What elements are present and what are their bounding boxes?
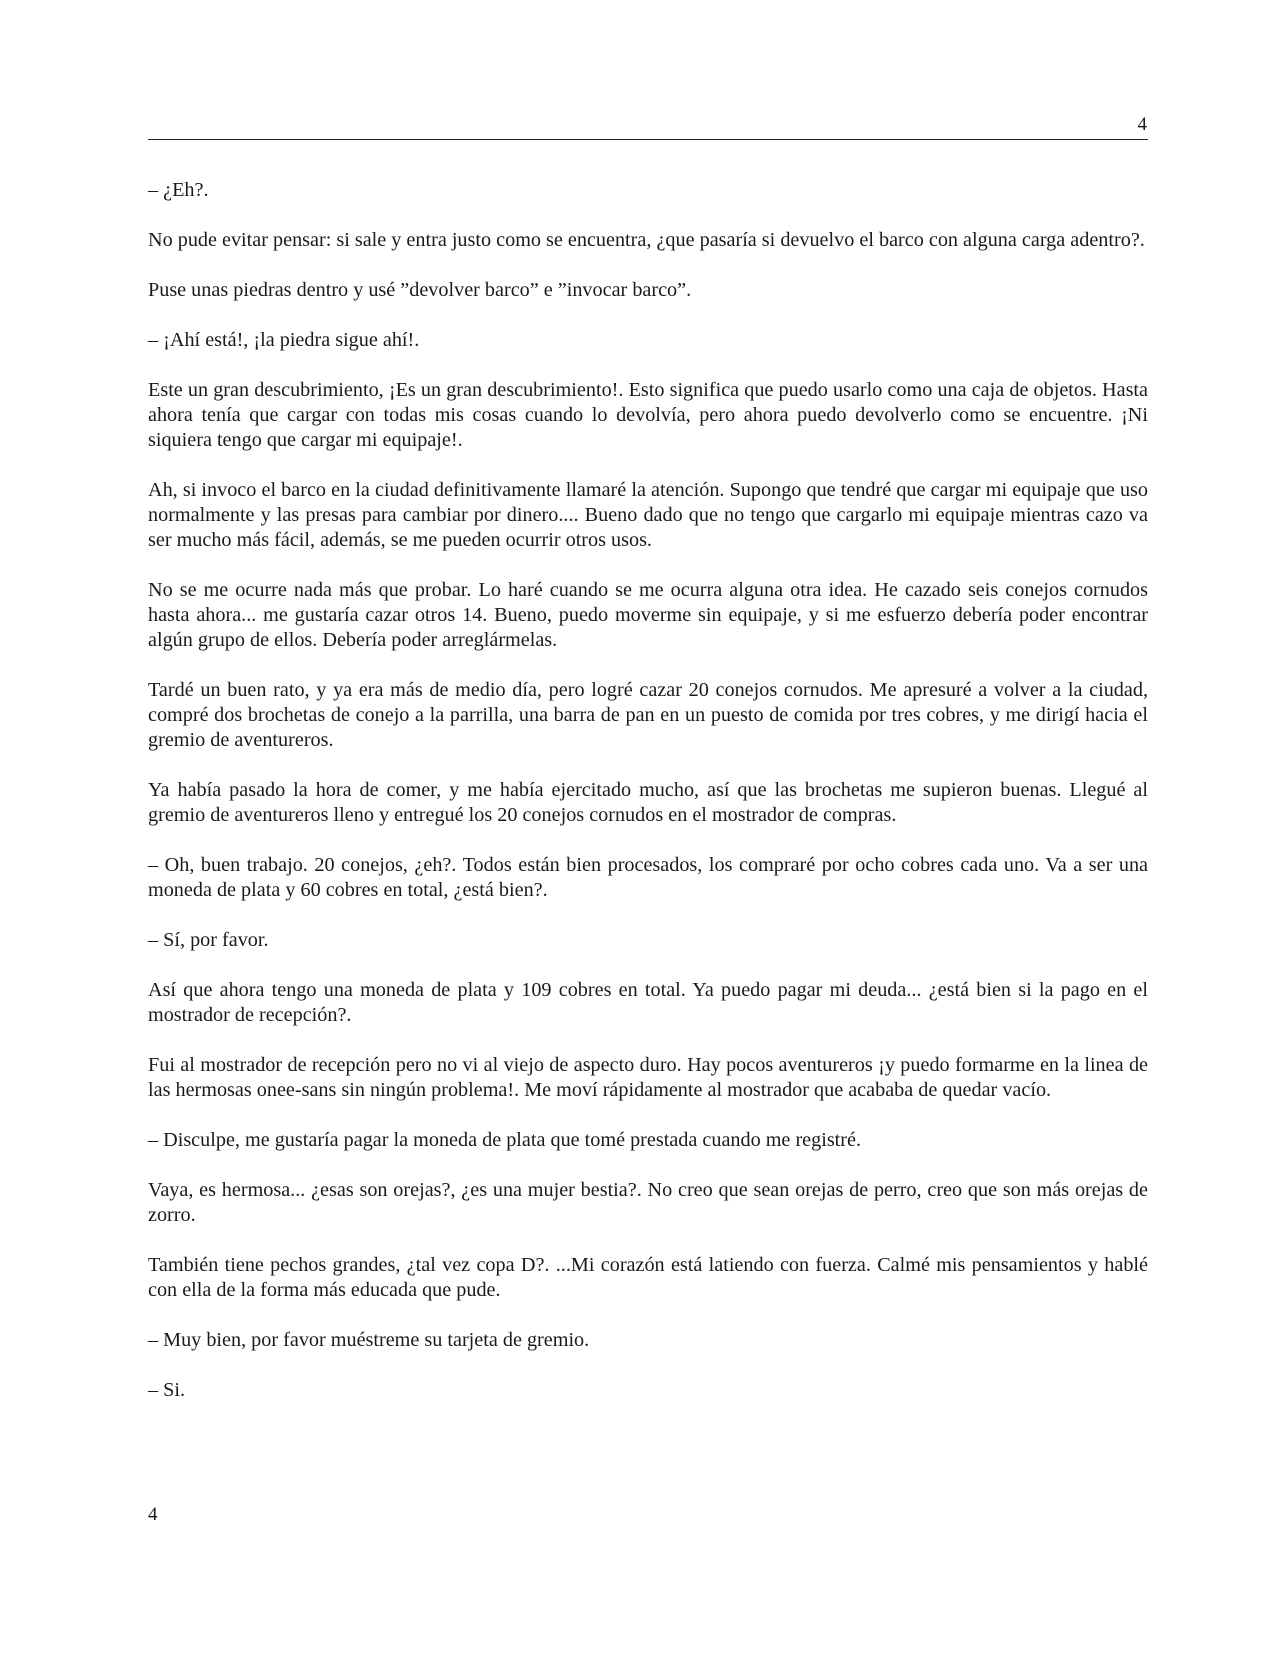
paragraph: No se me ocurre nada más que probar. Lo haré cuando se me ocurra alguna otra idea. He cazado seis conejos cornudos hasta ahora... me gustaría cazar otros 14. Bueno, puedo moverme sin equipaje, y si me esfuerzo debería poder encontrar algún grupo de ellos. Debería poder arreglármelas.	[148, 579, 1148, 651]
paragraph: – ¿Eh?.	[148, 179, 209, 201]
paragraph: – Disculpe, me gustaría pagar la moneda de plata que tomé prestada cuando me registré.	[148, 1129, 862, 1151]
paragraph: No pude evitar pensar: si sale y entra justo como se encuentra, ¿que pasaría si devuelvo el barco con alguna carga adentro?.	[148, 229, 1145, 251]
paragraph: – Sí, por favor.	[148, 929, 269, 951]
paragraph: Puse unas piedras dentro y usé ”devolver barco” e ”invocar barco”.	[148, 279, 692, 301]
paragraph: Ya había pasado la hora de comer, y me había ejercitado mucho, así que las brochetas me supieron buenas. Llegué al gremio de aventureros lleno y entregué los 20 conejos cornudos en el mostrador de compras.	[148, 779, 1148, 826]
paragraph: – Si.	[148, 1379, 186, 1401]
paragraph: – Muy bien, por favor muéstreme su tarjeta de gremio.	[148, 1329, 590, 1351]
paragraph: Ah, si invoco el barco en la ciudad definitivamente llamaré la atención. Supongo que tendré que cargar mi equipaje que uso normalmente y las presas para cambiar por dinero.... Bueno dado que no tengo que cargarlo mi equipaje mientras cazo va ser mucho más fácil, además, se me pueden ocurrir otros usos.	[148, 479, 1148, 551]
paragraph: Este un gran descubrimiento, ¡Es un gran descubrimiento!. Esto significa que puedo usarlo como una caja de objetos. Hasta ahora tenía que cargar con todas mis cosas cuando lo devolvía, pero ahora puedo devolverlo como se encuentre. ¡Ni siquiera tengo que cargar mi equipaje!.	[148, 379, 1148, 451]
header-page-number: 4	[1137, 114, 1147, 135]
paragraph: Fui al mostrador de recepción pero no vi al viejo de aspecto duro. Hay pocos aventureros ¡y puedo formarme en la linea de las hermosas onee-sans sin ningún problema!. Me moví rápidamente al mostrador que acababa de quedar vacío.	[148, 1054, 1148, 1101]
header-rule	[148, 139, 1148, 140]
paragraph: Tardé un buen rato, y ya era más de medio día, pero logré cazar 20 conejos cornudos. Me apresuré a volver a la ciudad, compré dos brochetas de conejo a la parrilla, una barra de pan en un puesto de comida por tres cobres, y me dirigí hacia el gremio de aventureros.	[148, 679, 1148, 751]
paragraph: – ¡Ahí está!, ¡la piedra sigue ahí!.	[148, 329, 420, 351]
paragraph: Vaya, es hermosa... ¿esas son orejas?, ¿es una mujer bestia?. No creo que sean orejas de perro, creo que son más orejas de zorro.	[148, 1179, 1148, 1226]
paragraph: Así que ahora tengo una moneda de plata y 109 cobres en total. Ya puedo pagar mi deuda... ¿está bien si la pago en el mostrador de recepción?.	[148, 979, 1148, 1026]
paragraph: – Oh, buen trabajo. 20 conejos, ¿eh?. Todos están bien procesados, los compraré por ocho cobres cada uno. Va a ser una moneda de plata y 60 cobres en total, ¿está bien?.	[148, 854, 1148, 901]
footer-page-number: 4	[148, 1504, 158, 1525]
paragraph: También tiene pechos grandes, ¿tal vez copa D?. ...Mi corazón está latiendo con fuerza. Calmé mis pensamientos y hablé con ella de la forma más educada que pude.	[148, 1254, 1148, 1301]
body-text	[148, 178, 1148, 1428]
